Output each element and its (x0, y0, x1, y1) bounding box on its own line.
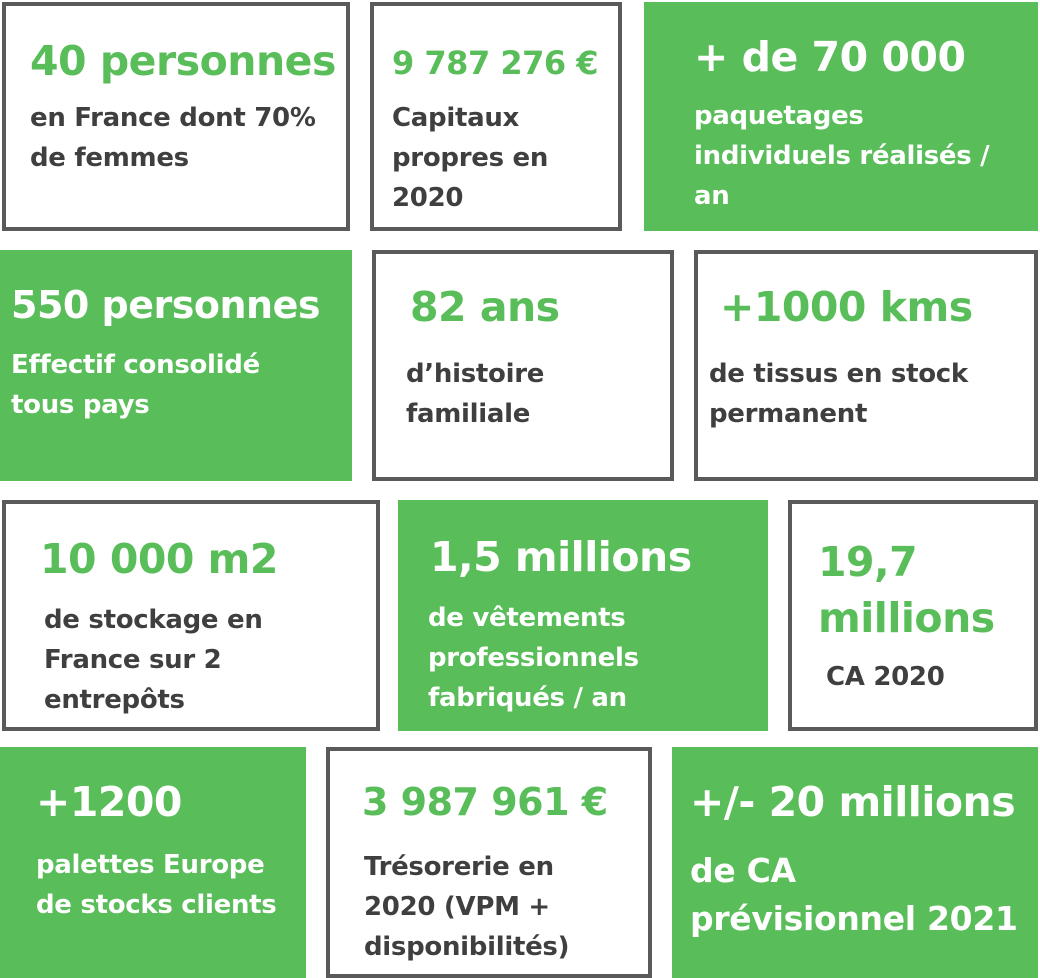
stat-value: +1200 (36, 778, 182, 826)
stat-card-history (372, 250, 674, 481)
stat-card-storage (2, 500, 380, 731)
stat-card-equity (370, 2, 622, 231)
stat-label: paquetages individuels réalisés / an (694, 101, 990, 211)
stat-value: 3 987 961 € (362, 780, 608, 824)
stat-label: palettes Europe de stocks clients (36, 850, 277, 920)
stat-card-employees-france (2, 2, 350, 231)
stat-label: de vêtements professionnels fabriqués / an (428, 603, 639, 713)
stat-card-pallets (0, 747, 306, 978)
stat-value: 550 personnes (11, 283, 320, 327)
stat-card-workforce (0, 250, 352, 481)
stat-value: 82 ans (410, 283, 560, 331)
stat-card-kits (644, 2, 1038, 231)
stat-value: + de 70 000 (694, 33, 966, 81)
stat-card-fabric-stock (694, 250, 1038, 481)
stat-label: Effectif consolidé tous pays (11, 350, 260, 420)
stat-label: d’histoire familiale (406, 359, 545, 429)
stat-value: +/- 20 millions (690, 778, 1016, 826)
stat-value: 19,7 millions (818, 538, 995, 642)
stat-label: de stockage en France sur 2 entrepôts (44, 605, 263, 715)
stat-value: 10 000 m2 (40, 535, 278, 583)
stat-value: 40 personnes (30, 37, 336, 85)
stat-label: Trésorerie en 2020 (VPM + disponibilités) (364, 852, 570, 962)
stat-label: de tissus en stock permanent (709, 359, 968, 429)
stat-card-garments (398, 500, 768, 731)
stat-label: Capitaux propres en 2020 (392, 103, 549, 213)
stat-card-revenue-2020 (788, 500, 1038, 731)
stat-label: CA 2020 (826, 662, 945, 692)
stat-label: de CA prévisionnel 2021 (690, 851, 1018, 938)
stat-card-revenue-forecast (672, 747, 1038, 978)
stat-label: en France dont 70% de femmes (30, 103, 316, 173)
stat-value: +1000 kms (720, 283, 973, 331)
stat-card-cash (326, 747, 652, 978)
stat-value: 9 787 276 € (392, 44, 599, 82)
stat-value: 1,5 millions (430, 533, 692, 581)
